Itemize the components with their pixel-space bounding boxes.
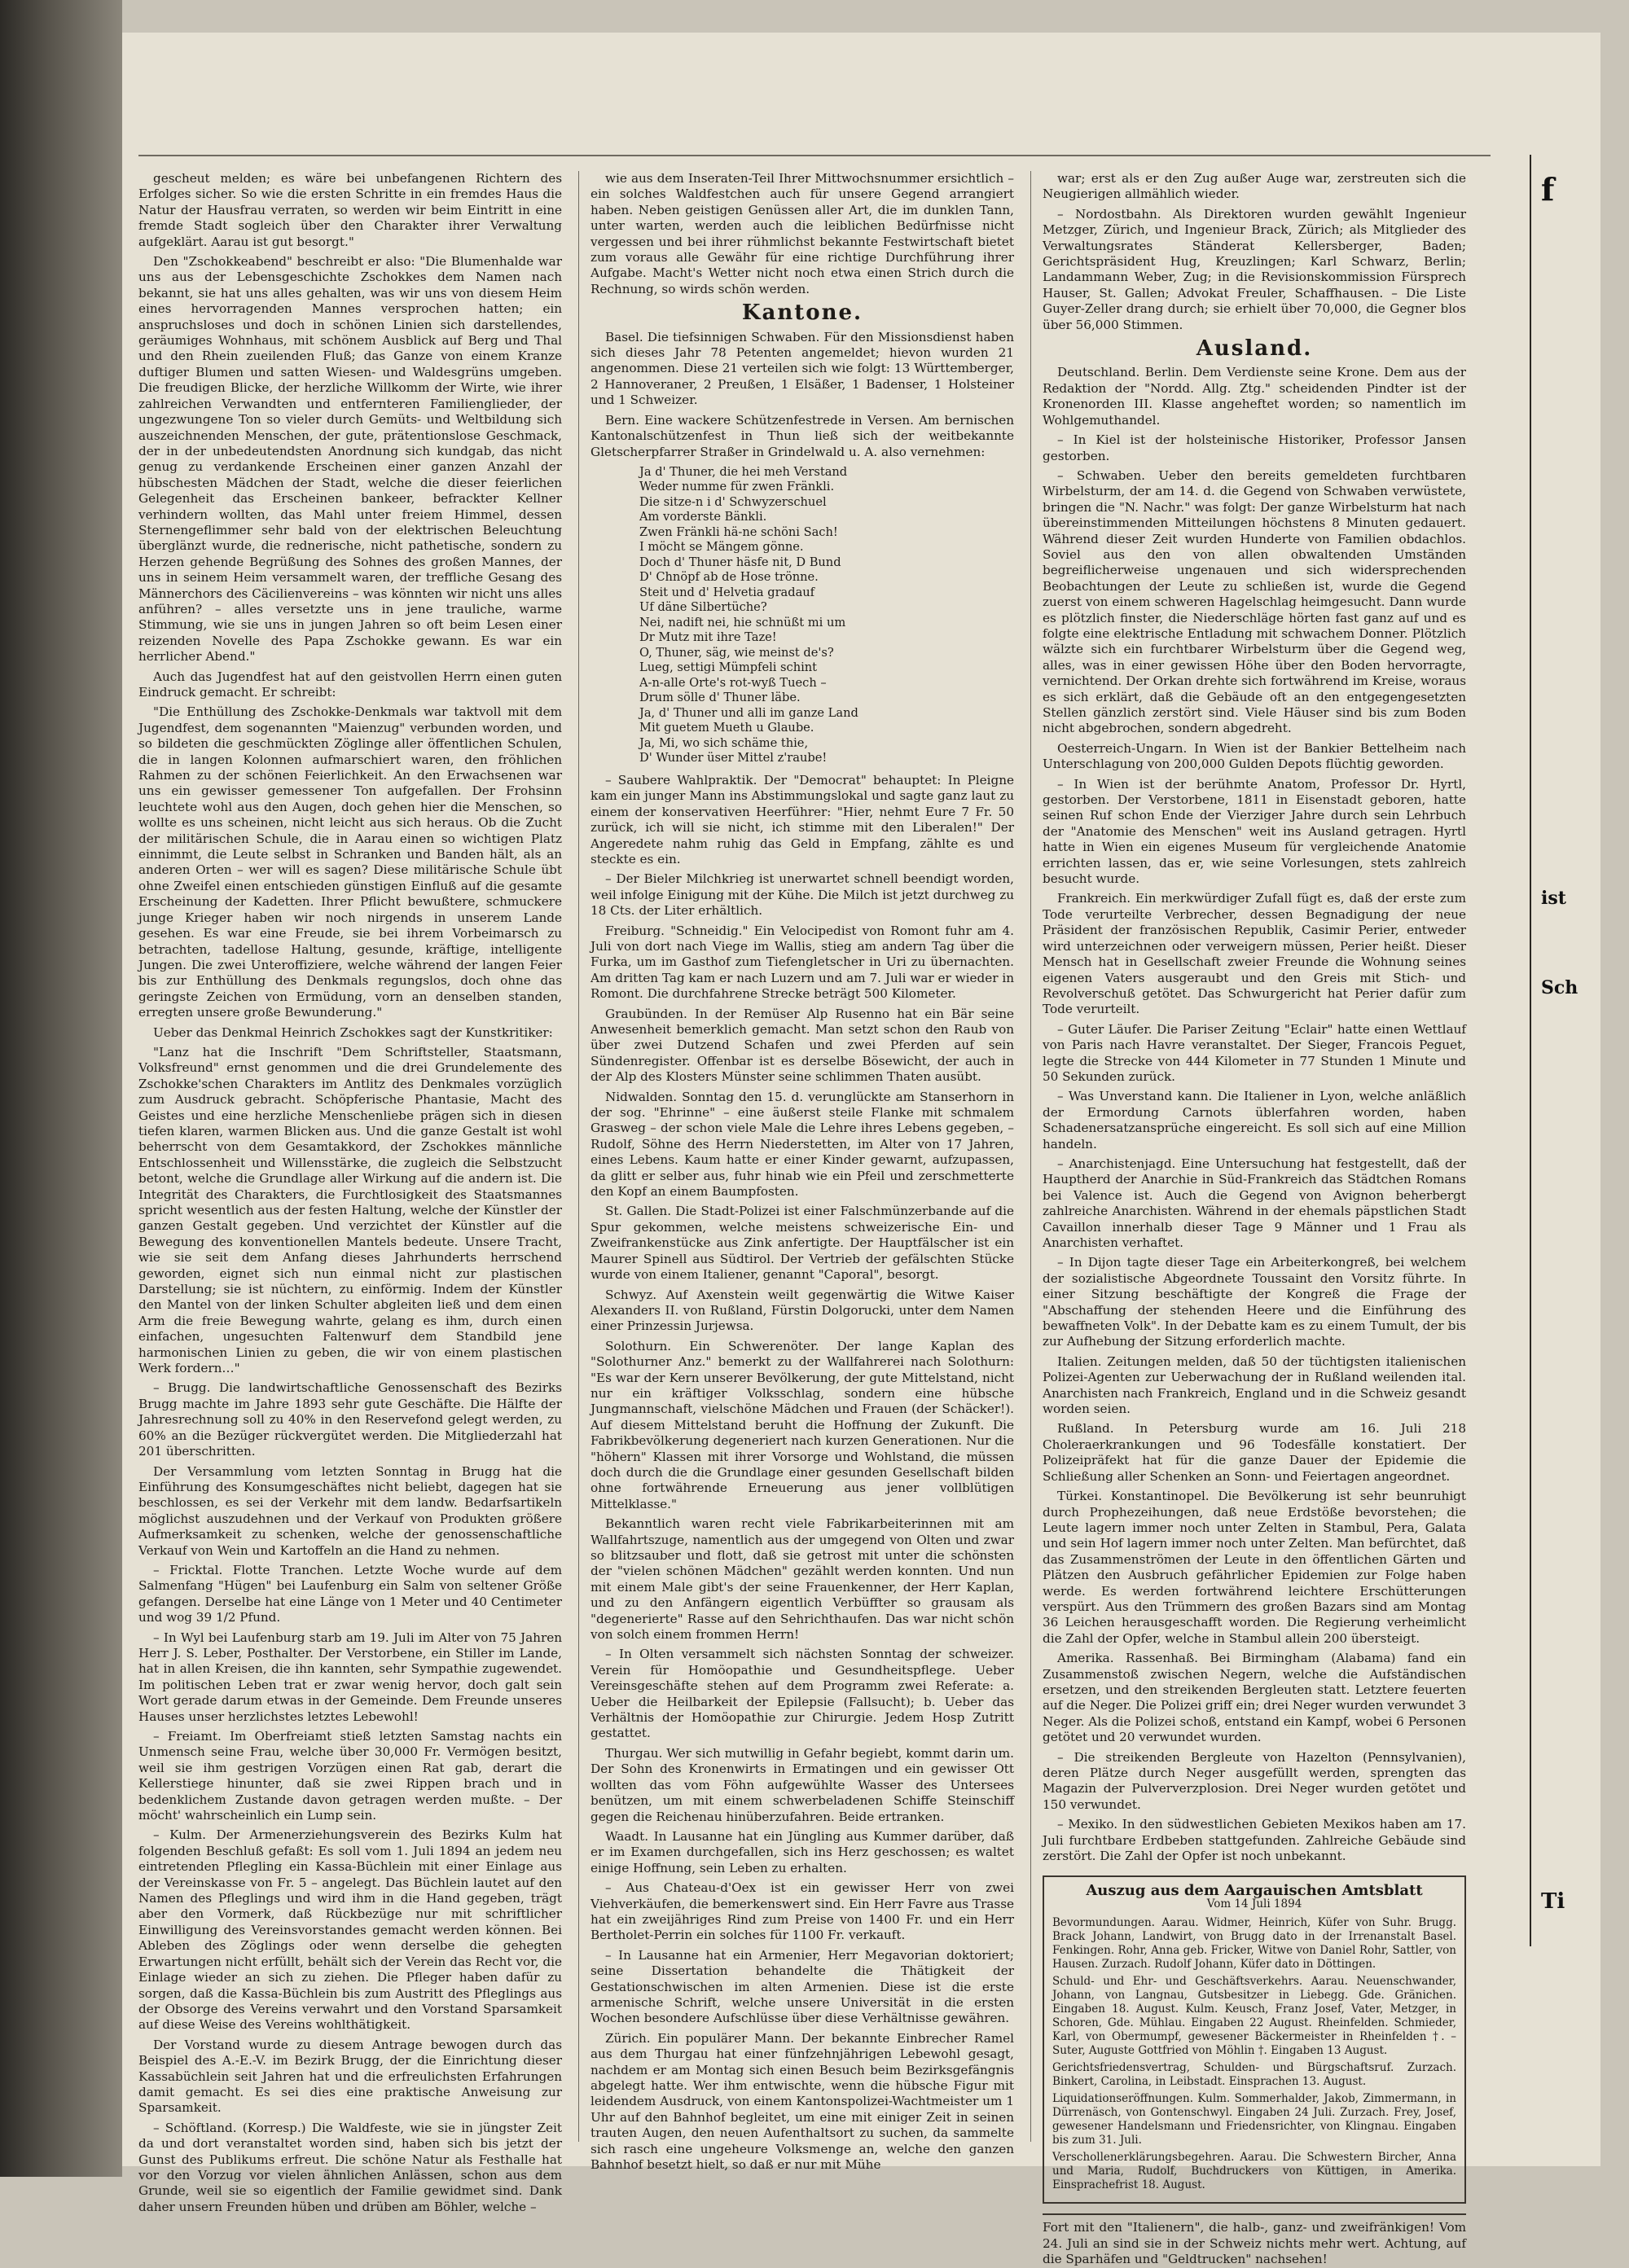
verse-line: Weder numme für zwen Fränkli. bbox=[639, 480, 835, 494]
verse-line: Steit und d' Helvetia gradauf bbox=[639, 585, 815, 599]
amtsblatt-entry: Gerichtsfriedensvertrag, Schulden- und Bürgschaftsruf. Zurzach. Binkert, Carolina, in Leibstadt. Einsprachen 13. August. bbox=[1052, 2061, 1456, 2089]
verse-line: O, Thuner, säg, wie meinst de's? bbox=[639, 645, 834, 660]
column-divider-1 bbox=[578, 171, 579, 2142]
ausland-paragraph-7: – Was Unverstand kann. Die Italiener in Lyon, welche anläßlich der Ermordung Carnots üblerfahren worden, haben Schadenersatzansprüche eingereicht. Es soll sich auf eine Million handeln. bbox=[1043, 1089, 1466, 1152]
verse-line: Die sitze-n i d' Schwyzerschuel bbox=[639, 494, 827, 509]
ausland-paragraph-10: Italien. Zeitungen melden, daß 50 der tüchtigsten italienischen Polizei-Agenten zur Ueberwachung der in Rußland weilenden ital. Anarchisten nach Frankreich, England und in die Schweiz gesandt worden seien. bbox=[1043, 1353, 1466, 1417]
ausland-paragraph-12: Türkei. Konstantinopel. Die Bevölkerung ist sehr beunruhigt durch Prophezeihungen, daß neue Erdstöße bevorstehen; die Leute lagern immer noch unter Zelten in Stambul, Pera, Galata und sein Hof lagern immer noch unter Zelten. Man befürchtet, daß das Zusammenströmen der Leute in den öffentlichen Gärten und Plätzen den Ausbruch gefährlicher Epidemien zur Folge haben werde. Es werden fortwährend leichtere Erschütterungen verspürt. Aus den Trümmern des großen Bazars sind am Montag 36 Leichen herausgeschafft worden. Die Regierung verheimlicht die Zahl der Opfer, welche in Stambul allein 200 übersteigt. bbox=[1043, 1489, 1466, 1646]
verse-line: Drum sölle d' Thuner läbe. bbox=[639, 691, 801, 705]
column-right bbox=[1043, 171, 1466, 2267]
newspaper-page bbox=[122, 33, 1600, 2267]
news-paragraph-a-1: – Nordostbahn. Als Direktoren wurden gewählt Ingenieur Metzger, Zürich, und Ingenieur Brack, Zürich; als Mitglieder des Verwaltungsrates Ständerat Kellersberger, Baden; Gerichtspräsident Hug, Kreuzlingen; Karl Schwarz, Berlin; Landammann Weber, Zug; in die Revisionskommission Fürsprech Hauser, St. Gallen; Advokat Freuler, Schaffhausen. – Die Liste Guyer-Zeller drang durch; sie erhielt über 70,000, die Gegner blos über 56,000 Stimmen. bbox=[1043, 206, 1466, 332]
kantone-paragraph-b-3: Graubünden. In der Remüser Alp Rusenno hat ein Bär seine Anwesenheit bemerklich gemacht. Man setzt schon den Raub von über zwei Dutzend Schafen und zwei Pferden auf sein Sündenregister. Offenbar ist es derselbe Bösewicht, der auch in der Alp des Klosters Münster seine schlimmen Thaten ausübt. bbox=[591, 1006, 1014, 1085]
verse-line: D' Wunder üser Mittel z'raube! bbox=[639, 751, 828, 766]
next-page-edge bbox=[1530, 155, 1600, 1946]
verse-line: Dr Mutz mit ihre Taze! bbox=[639, 630, 777, 645]
ausland-paragraph-11: Rußland. In Petersburg wurde am 16. Juli 218 Choleraerkrankungen und 96 Todesfälle konstatiert. Der Polizeipräfekt hat für die ganze Dauer der Epidemie die Schließung aller Schenken an Sonn- und Feiertagen angeordnet. bbox=[1043, 1421, 1466, 1484]
article-paragraph-0: gescheut melden; es wäre bei unbefangenen Richtern des Erfolges sicher. So wie die ersten Schritte in ein fremdes Haus die Natur der Hausfrau verraten, so werden wir beim Eintritt in eine fremde Stadt sogleich über den Charakter ihrer Verwaltung aufgeklärt. Aarau ist gut besorgt." bbox=[138, 171, 562, 249]
kantone-paragraph-a-1: Bern. Eine wackere Schützenfestrede in Versen. Am bernischen Kantonalschützenfest in Thun ließ sich der weitbekannte Gletscherpfarrer Straßer in Grindelwald u. A. also vernehmen: bbox=[591, 412, 1014, 459]
kantone-paragraph-b-1: – Der Bieler Milchkrieg ist unerwartet schnell beendigt worden, weil infolge Einigung mit der Kühe. Die Milch ist jetzt durchweg zu 18 Cts. der Liter erhältlich. bbox=[591, 871, 1014, 919]
verse-line: I möcht se Mängem gönne. bbox=[639, 540, 804, 555]
kantone-paragraph-b-5: St. Gallen. Die Stadt-Polizei ist einer Falschmünzerbande auf die Spur gekommen, welche meistens schweizerische Ein- und Zweifrankenstücke aus Zink anfertigte. Der Hauptfälscher ist ein Maurer Spinell aus Südtirol. Der Vertrieb der gefälschten Stücke wurde von einem Italiener, genannt "Caporal", besorgt. bbox=[591, 1204, 1014, 1283]
article-paragraph-2: Auch das Jugendfest hat auf den geistvollen Herrn einen guten Eindruck gemacht. Er schreibt: bbox=[138, 669, 562, 700]
amtsblatt-entry: Schuld- und Ehr- und Geschäftsverkehrs. Aarau. Neuenschwander, Johann, von Langnau, Gutsbesitzer in Liebegg. Gde. Gränichen. Eingaben 18. August. Kulm. Keusch, Franz Josef, Vater, Metzger, in Schoren, Gde. Mühlau. Eingaben 22 August. Rheinfelden. Schmieder, Karl, von Obermumpf, gewesener Bäckermeister in Rheinfelden †. – Suter, Auguste Gottfried von Möhlin †. Eingaben 13 August. bbox=[1052, 1975, 1456, 2058]
kantone-paragraph-b-7: Solothurn. Ein Schwerenöter. Der lange Kaplan des "Solothurner Anz." bemerkt zu der Wallfahrerei nach Solothurn: "Es war der Kern unserer Bevölkerung, der gute Mittelstand, nicht nur ein kräftiger Volksschlag, sondern eine hübsche Jungmannschaft, vielschöne Mädchen und Frauen (der Schäcker!). Auf diesem Mittelstand beruht die Hoffnung der Zukunft. Die Fabrikbevölkerung degeneriert nach kurzen Generationen. Nur die "höhern" Klassen mit ihrer Vorsorge und Wohlstand, die müssen doch durch die die Grundlage einer gesunden Gesellschaft bilden ohne fortwährende Erneuerung aus jener vollblütigen Mittelklasse." bbox=[591, 1338, 1014, 1511]
ausland-paragraph-8: – Anarchistenjagd. Eine Untersuchung hat festgestellt, daß der Hauptherd der Anarchie in Süd-Frankreich das Städtchen Romans bei Valence ist. Auch die Gegend von Avignon beherbergt zahlreiche Anarchisten. Während in der ehemals päpstlichen Stadt Cavaillon innerhalb dieser Tage 9 Männer und 1 Frau als Anarchisten verhaftet. bbox=[1043, 1156, 1466, 1250]
article-paragraph-7: Der Versammlung vom letzten Sonntag in Brugg hat die Einführung des Konsumgeschäftes nicht beliebt, dagegen hat sie beschlossen, es sei der Verkehr mit dem landw. Bedarfsartikeln möglichst auszudehnen und der Verkauf von Produkten größere Aufmerksamkeit zu schenken, welche der genossenschaftliche Verkauf von Wein und Kartoffeln an die Hand zu nehmen. bbox=[138, 1463, 562, 1558]
ausland-paragraph-0: Deutschland. Berlin. Dem Verdienste seine Krone. Dem aus der Redaktion der "Nordd. Allg. Ztg." scheidenden Pindter ist der Kronenorden III. Klasse angeheftet worden; so namentlich im Wohlgemuthandel. bbox=[1043, 365, 1466, 428]
kantone-paragraph-c-3: Zürich. Ein populärer Mann. Der bekannte Einbrecher Ramel aus dem Thurgau hat einer fünfzehnjährigen Lebewohl gesagt, nachdem er am Montag sich einen Besuch beim Bezirksgefängnis abgelegt hatte. Wer ihm entwischte, wenn die hübsche Figur mit leidendem Ausdruck, von einem Kantonspolizei-Wachtmeister um 1 Uhr auf den Bahnhof begleitet, um eine mit einiger Zeit in seinen trauten Augen, den neuen Aufenthaltsort zu suchen, da sammelte sich rasch eine ungeheure Volksmenge an, welche den ganzen Bahnhof besetzt hielt, so daß er nur mit Mühe bbox=[591, 2030, 1014, 2173]
ausland-paragraph-13: Amerika. Rassenhaß. Bei Birmingham (Alabama) fand ein Zusammenstoß zwischen Negern, welche die Aufständischen ersetzen, und den streikenden Bergleuten statt. Letztere feuerten auf die Neger. Die Polizei griff ein; drei Neger wurden verwundet 3 Neger. Als die Polizei schoß, entstand ein Kampf, wobei 6 Personen getötet und 20 verwundet wurden. bbox=[1043, 1651, 1466, 1745]
kantone-paragraph-b-9: – In Olten versammelt sich nächsten Sonntag der schweizer. Verein für Homöopathie und Gesundheitspflege. Ueber Vereinsgeschäfte stehen auf dem Programm zwei Referate: a. Ueber die Heilbarkeit der Epilepsie (Fallsucht); b. Ueber das Verhältnis der Homöopathie zur Chirurgie. Jedem Hosp Zutritt gestattet. bbox=[591, 1647, 1014, 1741]
ausland-paragraph-3: Oesterreich-Ungarn. In Wien ist der Bankier Bettelheim nach Unterschlagung von 200,000 Gulden Depots flüchtig geworden. bbox=[1043, 740, 1466, 772]
verse-line: Doch d' Thuner häsfe nit, D Bund bbox=[639, 555, 841, 569]
article-paragraph-13: – Schöftland. (Korresp.) Die Waldfeste, wie sie in jüngster Zeit da und dort veranstaltet worden sind, haben sich bis jetzt der Gunst des Publikums erfreut. Die schöne Natur als Festhalle hat vor den Vorzug vor vielen ähnlichen Anlässen, schon aus dem Grunde, weil sie so eigentlich der Familie gewidmet sind. Dank daher unsern Freunden hüben und drüben am Böhler, welche – bbox=[138, 2120, 562, 2214]
kantone-paragraph-c-1: – Aus Chateau-d'Oex ist ein gewisser Herr von zwei Viehverkäufen, die bemerkenswert sind. Ein Herr Favre aus Trasse hat ein zweijähriges Rind zum Preise von 1400 Fr. und ein Herr Bertholet-Perrin ein solches für 1100 Fr. verkauft. bbox=[591, 1880, 1014, 1943]
verse-line: Lueg, settigi Mümpfeli schint bbox=[639, 660, 818, 675]
intro-paragraph: wie aus dem Inseraten-Teil Ihrer Mittwochsnummer ersichtlich – ein solches Waldfestchen auch für unsere Gegend arrangiert haben. Neben geistigen Genüssen aller Art, die im dunklen Tann, unter warten, werden auch die leiblichen Bedürfnisse nicht vergessen und bei ihrer rühmlichst bekannte Festwirtschaft bietet zum voraus alle Gewähr für eine richtige Durchführung ihrer Aufgabe. Macht's Wetter nicht noch etwa einen Strich durch die Rechnung, so wirds schön werden. bbox=[591, 171, 1014, 296]
edge-glyph-mid1: ist bbox=[1541, 888, 1566, 909]
amtsblatt-entry: Verschollenerklärungsbegehren. Aarau. Die Schwestern Bircher, Anna und Maria, Rudolf, Buchdruckers von Küttigen, in Amerika. Einsprachefrist 18. August. bbox=[1052, 2151, 1456, 2192]
kantone-paragraph-c-2: – In Lausanne hat ein Armenier, Herr Megavorian doktoriert; seine Dissertation behandelte die Thätigkeit der Gestationschwischen im alten Armenien. Diese ist die erste armenische Schrift, welche unsere Universität in die ersten Wochen besondere Aufschlüsse über diese Verhältnisse gewähren. bbox=[591, 1947, 1014, 2026]
verse-line: Am vorderste Bänkli. bbox=[639, 510, 767, 524]
ausland-paragraph-6: – Guter Läufer. Die Pariser Zeitung "Eclair" hatte einen Wettlauf von Paris nach Havre veranstaltet. Der Sieger, Francois Peguet, legte die Strecke von 444 Kilometer in 77 Stunden 1 Minute und 50 Sekunden zurück. bbox=[1043, 1021, 1466, 1084]
section-title-ausland: Ausland. bbox=[1196, 336, 1313, 362]
article-paragraph-11: – Kulm. Der Armenerziehungsverein des Bezirks Kulm hat folgenden Beschluß gefaßt: Es soll vom 1. Juli 1894 an jedem neu eintretenden Pflegling ein Kassa-Büchlein mit einer Einlage aus der Vereinskasse von Fr. 5 – angelegt. Das Büchlein lautet auf den Namen des Pfleglings und wird ihm in die Hand gegeben, trägt aber den Vormerk, daß Rückbezüge nur mit schriftlicher Einwilligung des Vereinsvorstandes gemacht werden können. Bei Ableben des Zöglings oder wenn derselbe die gehegten Erwartungen nicht erfüllt, behält sich der Verein das Recht vor, die Einlage wieder an sich zu ziehen. Die Pfleger haben dafür zu sorgen, daß die Kassa-Büchlein bis zum Austritt des Pfleglings aus der Obsorge des Vereins verwahrt und den Vorstand Sparsamkeit auf diese Weise des Vereins wohlthätigkeit. bbox=[138, 1827, 562, 2033]
top-divider bbox=[138, 155, 1491, 156]
article-paragraph-6: – Brugg. Die landwirtschaftliche Genossenschaft des Bezirks Brugg machte im Jahre 1893 sehr gute Geschäfte. Die Hälfte der Jahresrechnung soll zu 40% in den Reservefond gelegt werden, zu 60% an die Bezüger rückvergütet werden. Die Mitgliederzahl hat 201 überschritten. bbox=[138, 1380, 562, 1459]
ausland-paragraph-4: – In Wien ist der berühmte Anatom, Professor Dr. Hyrtl, gestorben. Der Verstorbene, 1811 in Eisenstadt geboren, hatte seinen Ruf schon Ende der Vierziger Jahre durch sein Lehrbuch der "Anatomie des Menschen" weit ins Ausland getragen. Hyrtl hatte in Wien ein eigenes Museum für vergleichende Anatomie errichten lassen, das er, wie seine Vorlesungen, stets zahlreich besucht wurde. bbox=[1043, 776, 1466, 887]
article-paragraph-3: "Die Enthüllung des Zschokke-Denkmals war taktvoll mit dem Jugendfest, dem sogenannten "Maienzug" verbunden worden, und so bildeten die geschmückten Zöglinge aller öffentlichen Schulen, die in langen Kolonnen aufmarschiert waren, den fröhlichen Rahmen zu der schönen Feierlichkeit. An den Erwachsenen war uns ein gewisser gemessener Ton aufgefallen. Der Frohsinn leuchtete wohl aus den Augen, doch gehen hier die Menschen, so wollte es uns scheinen, nicht leicht aus sich heraus. Ob die Zucht der militärischen Schule, die in Aarau einen so wichtigen Platz einnimmt, die Leute selbst in Schranken und Banden hält, als an anderen Orten – wer will es sagen? Diese militärische Schule übt ohne Zweifel einen entschieden günstigen Einfluß auf die gesamte Erscheinung der Kadetten. Ihrer Pflicht bewußtere, schmuckere junge Krieger haben wir noch nirgends in unserem Lande gesehen. Es war eine Freude, sie bei ihrem Vorbeimarsch zu betrachten, tadellose Haltung, gesunde, kräftige, intelligente Jungen. Die zwei Unteroffiziere, welche während der langen Feier bis zur Enthüllung des Denkmals regungslos, doch ohne das geringste Zeichen von Ermüdung, vorn an denselben standen, erregten unsere große Bewunderung." bbox=[138, 704, 562, 1020]
edge-glyph-mid2: Sch bbox=[1541, 977, 1579, 998]
verse-line: Uf däne Silbertüche? bbox=[639, 600, 767, 615]
article-paragraph-5: "Lanz hat die Inschrift "Dem Schriftsteller, Staatsmann, Volksfreund" ernst genommen und die drei Grundelemente des Zschokke'schen Charakters im Antlitz des Denkmales vorzüglich zum Ausdruck gebracht. Schöpferische Phantasie, Macht des Geistes und eine herzliche Menschenliebe prägen sich in diesen tiefen klaren, warmen Blicken aus. Und die ganze Gestalt ist wohl beherrscht von dem Gesamtakkord, der Zschokkes männliche Entschlossenheit und Willensstärke, die zugleich die Selbstzucht betont, welche die Grundlage aller Wirkung auf die andern ist. Die Integrität des Charakters, die Furchtlosigkeit des Staatsmannes spricht wesentlich aus der festen Haltung, welche der Künstler der ganzen Gestalt gegeben. Und verzichtet der Künstler auf die Bewegung des konventionellen Mantels bedeute. Unsere Tracht, wie sie seit dem Anfang dieses Jahrhunderts herrschend geworden, eignet sich nun einmal nicht zur plastischen Darstellung; sie ist nüchtern, zu einförmig. Indem der Künstler den Mantel von der linken Schulter abgleiten ließ und dem einen Arm die freie Bewegung wahrte, gelang es ihm, durch einen einfachen, ungesuchten Faltenwurf dem Standbild jene harmonischen Linien zu geben, die wir von einem plastischen Werk fordern…" bbox=[138, 1044, 562, 1376]
kantone-paragraph-b-10: Thurgau. Wer sich mutwillig in Gefahr begiebt, kommt darin um. Der Sohn des Kronenwirts in Ermatingen und ein gewisser Ott wollten das vom Föhn aufgewühlte Wasser des Untersees benützen, um mit einem schwerbeladenen Schiffe Steinschiff gegen die Reichenau hinüberzufahren. Beide ertranken. bbox=[591, 1745, 1014, 1824]
amtsblatt-date: Vom 14 Juli 1894 bbox=[1206, 1897, 1302, 1911]
edge-glyph-top: f bbox=[1541, 171, 1555, 208]
kantone-paragraph-c-0: Waadt. In Lausanne hat ein Jüngling aus Kummer darüber, daß er im Examen durchgefallen, sich ins Herz geschossen; es waltet einige Hoffnung, sein Leben zu erhalten. bbox=[591, 1828, 1014, 1875]
amtsblatt-entry: Bevormundungen. Aarau. Widmer, Heinrich, Küfer von Suhr. Brugg. Brack Johann, Landwirt, von Brugg dato in der Irrenanstalt Basel. Fenkingen. Rohr, Anna geb. Fricker, Witwe von Daniel Rohr, Sattler, von Hausen. Zurzach. Rudolf Johann, Küfer dato in Döttingen. bbox=[1052, 1916, 1456, 1972]
verse-line: A-n-alle Orte's rot-wyß Tuech – bbox=[639, 675, 827, 690]
amtsblatt-title: Auszug aus dem Aargauischen Amtsblatt bbox=[1086, 1882, 1423, 1900]
verse-line: D' Chnöpf ab de Hose trönne. bbox=[639, 570, 819, 585]
article-paragraph-12: Der Vorstand wurde zu diesem Antrage bewogen durch das Beispiel des A.-E.-V. im Bezirk Brugg, der die Einrichtung dieser Kassabüchlein seit Jahren hat und die erfreulichsten Erfahrungen damit gemacht. Es sei dies eine praktische Anweisung zur Sparsamkeit. bbox=[138, 2037, 562, 2116]
column-left bbox=[138, 171, 562, 2214]
article-paragraph-1: Den "Zschokkeabend" beschreibt er also: "Die Blumenhalde war uns aus der Lebensgeschichte Zschokkes dem Namen nach bekannt, sie hat uns alles gehalten, was wir uns von diesem Heim eines hervorragenden Mannes versprochen hatten; ein anspruchsloses und doch in schönen Linien sich darstellendes, geräumiges Wohnhaus, mit schönem Ausblick auf Berg und Thal und den Rhein zueilenden Fluß; das Ganze von einem Kranze duftiger Blumen und satten Wiesen- und Waldesgrüns umgeben. Die freudigen Blicke, der herzliche Willkomm der Wirte, wie ihrer zahlreichen Verwandten und entfernteren Familienglieder, der ungezwungene Ton so vieler durch Gemüts- und Weltbildung sich auszeichnenden Menschen, der gute, prätentionslose Geschmack, der in der unbedeutendsten Anordnung sich kundgab, das nicht genug zu verdankende Erscheinen einer ganzen Anzahl der hübschesten Mädchen der Stadt, welche die dieser feierlichen Gelegenheit das Erscheinen bankeer, befrackter Kellner verhindern wollten, das Mahl unter freiem Himmel, dessen Sternengeflimmer sehr bald von der elektrischen Beleuchtung überglänzt wurde, die rednerische, nicht pathetische, sondern zu Herzen gehende Begrüßung des Sohnes des großen Mannes, der uns in seinem Heim versammelt waren, der treffliche Gesang des Männerchors des Cäcilienvereins – was könnten wir nicht uns alles anführen? – alles versetzte uns in jene trauliche, warme Stimmung, wie sie uns in jungen Jahren so oft beim Lesen einer reizenden Novelle des Papa Zschokke gewann. Es war ein herrlicher Abend." bbox=[138, 254, 562, 665]
ausland-paragraph-14: – Die streikenden Bergleute von Hazelton (Pennsylvanien), deren Plätze durch Neger ausgefüllt werden, sprengten das Magazin der Pulververzplosion. Drei Neger wurden getötet und 150 verwundet. bbox=[1043, 1749, 1466, 1812]
kantone-paragraph-b-8: Bekanntlich waren recht viele Fabrikarbeiterinnen mit am Wallfahrtszuge, namentlich aus der umgegend von Olten und zwar so blitzsauber und flott, daß sie getrost mit unter die schönsten der "vielen schönen Mädchen" gezählt werden konnten. Und nun mit einem Male gibt's der seine Frauenkenner, der Herr Kaplan, und zu den Anfängern eigentlich Verbüffter so grausam als "degenerierte" Rasse auf den Sehrichthaufen. Das war nicht schön von solch einem frommen Herrn! bbox=[591, 1516, 1014, 1643]
amtsblatt-entry: Liquidationseröffnungen. Kulm. Sommerhalder, Jakob, Zimmermann, in Dürrenäsch, von Gontenschwyl. Eingaben 24 Juli. Zurzach. Frey, Josef, gewesener Handelsmann und Friedensrichter, von Klingnau. Eingaben bis zum 31. Juli. bbox=[1052, 2092, 1456, 2147]
verse-line: Zwen Fränkli hä-ne schöni Sach! bbox=[639, 524, 838, 539]
verse-line: Mit guetem Mueth u Glaube. bbox=[639, 721, 814, 735]
column-middle bbox=[591, 171, 1014, 2173]
kantone-paragraph-b-0: – Saubere Wahlpraktik. Der "Democrat" behauptet: In Pleigne kam ein junger Mann ins Abstimmungslokal und sagte ganz laut zu einem der konservativen Heerführer: "Hier, nehmt Eure 7 Fr. 50 zurück, ich will sie nicht, ich stimme mit den Liberalen!" Der Angeredete nahm ruhig das Geld in Empfang, zählte es und steckte es ein. bbox=[591, 772, 1014, 866]
kantone-paragraph-a-0: Basel. Die tiefsinnigen Schwaben. Für den Missionsdienst haben sich dieses Jahr 78 Petenten angemeldet; hievon wurden 21 angenommen. Diese 21 verteilen sich wie folgt: 13 Württemberger, 2 Hannoveraner, 2 Preußen, 1 Elsäßer, 1 Badenser, 1 Holsteiner und 1 Schweizer. bbox=[591, 329, 1014, 408]
verse-line: Ja, d' Thuner und alli im ganze Land bbox=[639, 705, 858, 720]
column-divider-2 bbox=[1030, 171, 1031, 2142]
article-paragraph-9: – In Wyl bei Laufenburg starb am 19. Juli im Alter von 75 Jahren Herr J. S. Leber, Posthalter. Der Verstorbene, ein Stiller im Lande, hat in allen Kreisen, die ihn kannten, sehr Sympathie zugewendet. Im politischen Leben trat er zwar wenig hervor, doch galt sein Wort gerade darum etwas in der Gemeinde. Dem Freunde unseres Hauses unser herzlichstes letztes Lebewohl! bbox=[138, 1630, 562, 1724]
italiener-notice: Fort mit den "Italienern", die halb-, ganz- und zweifränkigen! Vom 24. Juli an sind sie in der Schweiz nichts mehr wert. Achtung, auf die Sparhäfen und "Geldtrucken" nachsehen! bbox=[1043, 2213, 1466, 2267]
news-paragraph-a-0: war; erst als er den Zug außer Auge war, zerstreuten sich die Neugierigen allmählich wieder. bbox=[1043, 171, 1466, 202]
section-title-kantone: Kantone. bbox=[741, 300, 863, 326]
article-paragraph-4: Ueber das Denkmal Heinrich Zschokkes sagt der Kunstkritiker: bbox=[153, 1024, 553, 1040]
ausland-paragraph-5: Frankreich. Ein merkwürdiger Zufall fügt es, daß der erste zum Tode verurteilte Verbrecher, dessen Begnadigung der neue Präsident der französischen Republik, Casimir Perier, entweder wird unterzeichnen oder verweigern müssen, Perier heißt. Dieser Mensch hat in Gesellschaft zweier Freunde die Wohnung seines eigenen Vaters ausgeraubt und den Greis mit Stich- und Revolverschuß getötet. Das Schwurgericht hat Perier dafür zum Tode verurteilt. bbox=[1043, 891, 1466, 1017]
kantone-paragraph-b-4: Nidwalden. Sonntag den 15. d. verunglückte am Stanserhorn in der sog. "Ehrinne" – eine äußerst steile Flanke mit schmalem Grasweg – der schon viele Male die Lehre ihres Lebens gegeben, – Rudolf, Söhne des Herrn Niederstetten, im Alter von 17 Jahren, eines Lebens. Kaum hatte er einer Kinder gewarnt, aufzupassen, da glitt er selber aus, fuhr hinab wie ein Pfeil und zerschmetterte den Kopf an einem Baumpfosten. bbox=[591, 1089, 1014, 1200]
kantone-paragraph-b-6: Schwyz. Auf Axenstein weilt gegenwärtig die Witwe Kaiser Alexanders II. von Rußland, Fürstin Dolgorucki, unter dem Namen einer Prinzessin Jurjewsa. bbox=[591, 1287, 1014, 1334]
book-binding-shadow bbox=[0, 0, 122, 2177]
edge-glyph-low: Ti bbox=[1541, 1889, 1565, 1914]
ausland-paragraph-9: – In Dijon tagte dieser Tage ein Arbeiterkongreß, bei welchem der sozialistische Abgeordnete Toussaint den Vorsitz führte. In einer Sitzung beschäftigte der Kongreß die Frage der "Abschaffung der stehenden Heere und die Einführung des bewaffneten Volk". In der Debatte kam es zu einem Tumult, der bis zur Aufhebung der Sitzung erforderlich machte. bbox=[1043, 1255, 1466, 1349]
ausland-paragraph-2: – Schwaben. Ueber den bereits gemeldeten furchtbaren Wirbelsturm, der am 14. d. die Gegend von Schwaben verwüstete, bringen die "N. Nachr." was folgt: Der ganze Wirbelsturm hat nach übereinstimmenden Mitteilungen höchstens 8 Minuten gedauert. Während dieser Zeit wurden Hunderte von Familien obdachlos. Soviel aus den von allen obwaltenden Umständen begreiflicherweise ungenauen und sich widersprechenden Beobachtungen der Leute zu schließen ist, wurde die Gegend zuerst von einem schweren Hagelschlag heimgesucht. Dann wurde es plötzlich finster, die Niederschläge hörten fast ganz auf und es folgte eine elektrische Entladung mit schwachem Donner. Plötzlich wälzte sich ein furchtbarer Wirbelsturm über die Gegend weg, alles, was in einer gewissen Höhe über den Boden hervorragte, vernichtend. Der Orkan drehte sich fortwährend im Kreise, woraus es sich erklärt, daß die Gebäude oft an den entgegengesetzten Stellen gänzlich zerstört sind. Viele Häuser sind bis zum Boden nicht abgebrochen, sondern abgedreht. bbox=[1043, 467, 1466, 736]
ausland-paragraph-1: – In Kiel ist der holsteinische Historiker, Professor Jansen gestorben. bbox=[1043, 432, 1466, 463]
kantone-paragraph-b-2: Freiburg. "Schneidig." Ein Velocipedist von Romont fuhr am 4. Juli von dort nach Viege im Wallis, stieg am andern Tag über die Furka, um im Gasthof zum Tiefengletscher in Uri zu übernachten. Am dritten Tag kam er nach Luzern und am 7. Juli war er wieder in Romont. Die durchfahrene Strecke beträgt 500 Kilometer. bbox=[591, 923, 1014, 1002]
verse-line: Nei, nadift nei, hie schnüßt mi um bbox=[639, 615, 846, 630]
amtsblatt-box bbox=[1043, 1875, 1466, 2204]
article-paragraph-8: – Fricktal. Flotte Tranchen. Letzte Woche wurde auf dem Salmenfang "Hügen" bei Laufenburg ein Salm von seltener Größe gefangen. Derselbe hat eine Länge von 1 Meter und 40 Centimeter und wog 39 1/2 Pfund. bbox=[138, 1562, 562, 1625]
verse-line: Ja d' Thuner, die hei meh Verstand bbox=[639, 464, 848, 479]
ausland-paragraph-15: – Mexiko. In den südwestlichen Gebieten Mexikos haben am 17. Juli furchtbare Erdbeben stattgefunden. Zahlreiche Gebäude sind zerstört. Die Zahl der Opfer ist noch unbekannt. bbox=[1043, 1817, 1466, 1864]
poem-verse bbox=[639, 465, 1014, 766]
article-paragraph-10: – Freiamt. Im Oberfreiamt stieß letzten Samstag nachts ein Unmensch seine Frau, welche über 30,000 Fr. Vermögen besitzt, weil sie ihm gestrigen Vorzügen einen Rat gab, derart die Kellerstiege hinunter, daß sie zwei Rippen brach und in bedenklichem Zustande davon getragen werden mußte. – Der möcht' wahrscheinlich ein Lump sein. bbox=[138, 1729, 562, 1823]
verse-line: Ja, Mi, wo sich schäme thie, bbox=[639, 735, 809, 750]
